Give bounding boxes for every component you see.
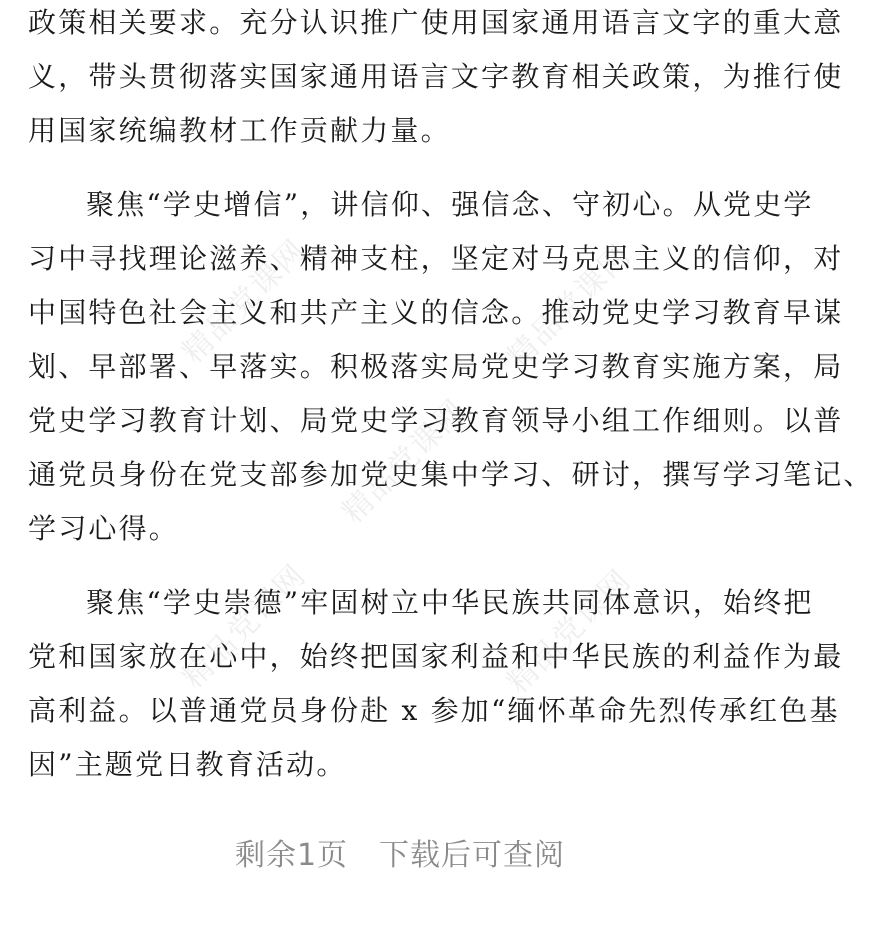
text-line: 政策相关要求。充分认识推广使用国家通用语言文字的重大意 xyxy=(28,6,844,39)
text-line: 高利益。以普通党员身份赴 x 参加“缅怀革命先烈传承红色基 xyxy=(28,694,840,727)
text-line: 划、早部署、早落实。积极落实局党史学习教育实施方案，局 xyxy=(28,350,844,383)
document-body xyxy=(28,0,874,792)
watermark-text: 精品党课网 xyxy=(335,392,474,531)
text-line: 义，带头贯彻落实国家通用语言文字教育相关政策，为推行使 xyxy=(28,60,844,93)
watermark-text: 精品党课网 xyxy=(175,557,314,696)
watermark-text: 精品党课网 xyxy=(175,232,314,371)
text-line: 因”主题党日教育活动。 xyxy=(28,748,347,781)
remaining-pages-prompt[interactable] xyxy=(0,820,800,884)
text-line: 通党员身份在党支部参加党史集中学习、研讨，撰写学习笔记、 xyxy=(28,458,874,491)
watermark-text: 精品党课网 xyxy=(500,562,639,701)
text-line: 用国家统编教材工作贡献力量。 xyxy=(28,114,451,147)
text-line: 党史学习教育计划、局党史学习教育领导小组工作细则。以普 xyxy=(28,404,844,437)
remaining-pages-label: 剩余1页 下载后可查阅 xyxy=(234,838,566,873)
text-line: 聚焦“学史增信”，讲信仰、强信念、守初心。从党史学 xyxy=(86,188,814,221)
text-line: 党和国家放在心中，始终把国家利益和中华民族的利益作为最 xyxy=(28,640,844,673)
text-line: 习中寻找理论滋养、精神支柱，坚定对马克思主义的信仰，对 xyxy=(28,242,844,275)
text-line: 中国特色社会主义和共产主义的信念。推动党史学习教育早谋 xyxy=(28,296,844,329)
watermark-text: 精品党课网 xyxy=(500,237,639,376)
text-line: 聚焦“学史崇德”牢固树立中华民族共同体意识，始终把 xyxy=(86,586,814,619)
text-line: 学习心得。 xyxy=(28,512,180,545)
